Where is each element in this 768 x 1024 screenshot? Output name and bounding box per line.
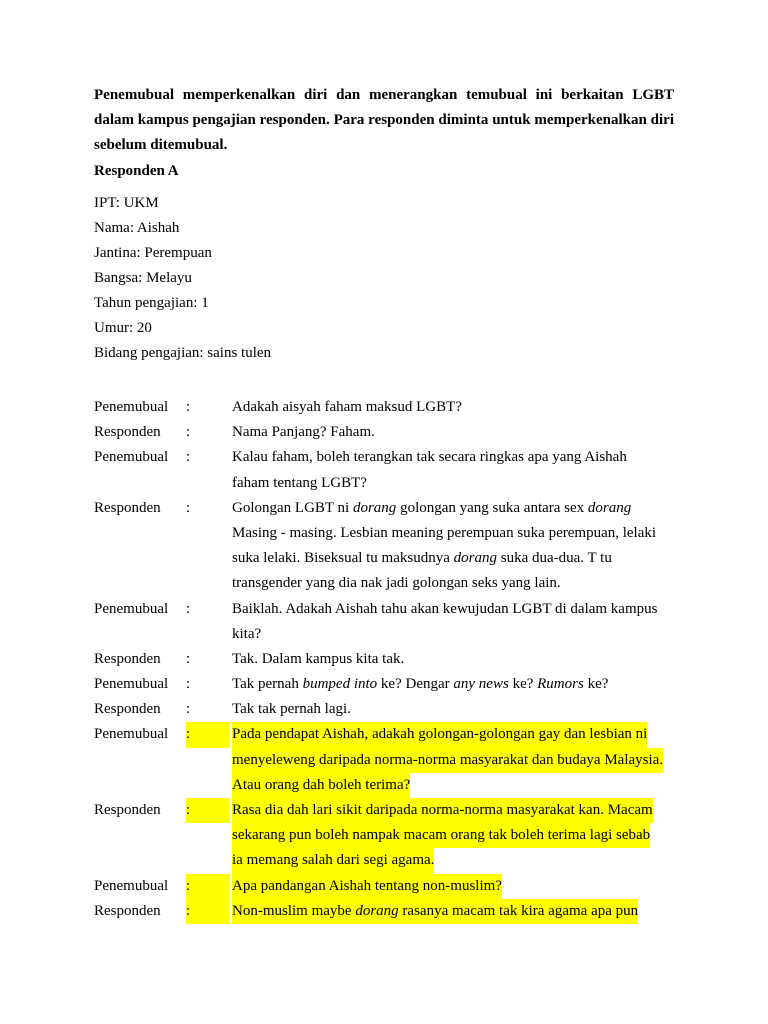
- speaker-label: Responden: [94, 701, 161, 718]
- speaker-label: Responden: [94, 424, 161, 441]
- utterance-text: ia memang salah dari segi agama.: [232, 848, 434, 873]
- speaker-colon: :: [186, 722, 230, 747]
- utterance-text: Tak tak pernah lagi.: [232, 701, 351, 718]
- transcript-line: [0, 445, 768, 470]
- transcript-line: [0, 748, 768, 773]
- utterance-text: Rasa dia dah lari sikit daripada norma-norma masyarakat kan. Macam: [232, 798, 653, 823]
- info-institution: IPT: UKM: [94, 195, 159, 211]
- speaker-label: Responden: [94, 499, 161, 516]
- transcript-line: [0, 773, 768, 798]
- utterance-text: Adakah aisyah faham maksud LGBT?: [232, 399, 462, 415]
- transcript-line: [0, 395, 768, 420]
- info-name: Nama: Aishah: [94, 220, 180, 236]
- speaker-label: Penemubual: [94, 449, 169, 466]
- speaker-label: Penemubual: [94, 726, 169, 743]
- utterance-text: transgender yang dia nak jadi golongan seks yang lain.: [232, 575, 561, 592]
- transcript-line: [0, 496, 768, 521]
- transcript-line: [0, 697, 768, 722]
- speaker-colon: :: [186, 676, 191, 693]
- speaker-colon: :: [186, 899, 230, 924]
- transcript-line: [0, 848, 768, 873]
- speaker-colon: :: [186, 701, 191, 718]
- transcript-line: [0, 571, 768, 596]
- info-gender: Jantina: Perempuan: [94, 245, 212, 261]
- utterance-text: suka lelaki. Biseksual tu maksudnya dorang suka dua-dua. T tu: [232, 550, 612, 567]
- speaker-label: Responden: [94, 650, 161, 667]
- transcript-line: [0, 798, 768, 823]
- utterance-text: Atau orang dah boleh terima?: [232, 773, 410, 798]
- speaker-label: Penemubual: [94, 877, 169, 894]
- info-age: Umur: 20: [94, 320, 152, 336]
- utterance-text: Golongan LGBT ni dorang golongan yang suka antara sex dorang: [232, 499, 632, 516]
- utterance-text: Pada pendapat Aishah, adakah golongan-golongan gay dan lesbian ni: [232, 722, 647, 747]
- speaker-label: Penemubual: [94, 399, 169, 415]
- intro-paragraph: Penemubual memperkenalkan diri dan menerangkan temubual ini berkaitan LGBT dalam kampus pengajian responden. Para responden diminta untuk memperkenalkan diri sebelum ditemubual.: [94, 87, 674, 153]
- speaker-label: Responden: [94, 902, 161, 919]
- utterance-text: Nama Panjang? Faham.: [232, 424, 375, 441]
- info-field: Bidang pengajian: sains tulen: [94, 345, 272, 361]
- transcript-line: [0, 823, 768, 848]
- utterance-text: Kalau faham, boleh terangkan tak secara ringkas apa yang Aishah: [232, 449, 627, 466]
- transcript-line: [0, 647, 768, 672]
- transcript-line: [0, 420, 768, 445]
- utterance-text: Tak. Dalam kampus kita tak.: [232, 650, 405, 667]
- speaker-label: Penemubual: [94, 600, 169, 617]
- transcript-line: [0, 874, 768, 899]
- utterance-text: Non-muslim maybe dorang rasanya macam tak kira agama apa pun: [232, 899, 638, 924]
- speaker-colon: :: [186, 874, 230, 899]
- transcript-line: [0, 672, 768, 697]
- speaker-colon: :: [186, 449, 191, 466]
- speaker-colon: :: [186, 600, 191, 617]
- speaker-colon: :: [186, 798, 230, 823]
- info-race: Bangsa: Melayu: [94, 270, 192, 286]
- utterance-text: Apa pandangan Aishah tentang non-muslim?: [232, 874, 502, 899]
- speaker-label: Penemubual: [94, 676, 169, 693]
- respondent-info: [94, 191, 271, 366]
- transcript-line: [0, 622, 768, 647]
- utterance-text: Masing - masing. Lesbian meaning perempuan suka perempuan, lelaki: [232, 524, 657, 541]
- speaker-colon: :: [186, 650, 191, 667]
- transcript-line: [0, 597, 768, 622]
- speaker-colon: :: [186, 399, 191, 415]
- transcript-line: [0, 471, 768, 496]
- transcript-line: [0, 521, 768, 546]
- utterance-text: sekarang pun boleh nampak macam orang tak boleh terima lagi sebab: [232, 823, 650, 848]
- respondent-heading: Responden A: [94, 163, 179, 179]
- utterance-text: Tak pernah bumped into ke? Dengar any news ke? Rumors ke?: [232, 676, 609, 693]
- transcript-line: [0, 546, 768, 571]
- utterance-text: faham tentang LGBT?: [232, 474, 367, 491]
- interview-transcript: [0, 395, 768, 924]
- speaker-colon: :: [186, 499, 191, 516]
- utterance-text: Baiklah. Adakah Aishah tahu akan kewujudan LGBT di dalam kampus: [232, 600, 658, 617]
- speaker-colon: :: [186, 424, 191, 441]
- info-study-year: Tahun pengajian: 1: [94, 295, 209, 311]
- speaker-label: Responden: [94, 802, 161, 818]
- transcript-line: [0, 899, 768, 924]
- utterance-text: kita?: [232, 625, 262, 642]
- transcript-line: [0, 722, 768, 747]
- utterance-text: menyeleweng daripada norma-norma masyarakat dan budaya Malaysia.: [232, 748, 663, 773]
